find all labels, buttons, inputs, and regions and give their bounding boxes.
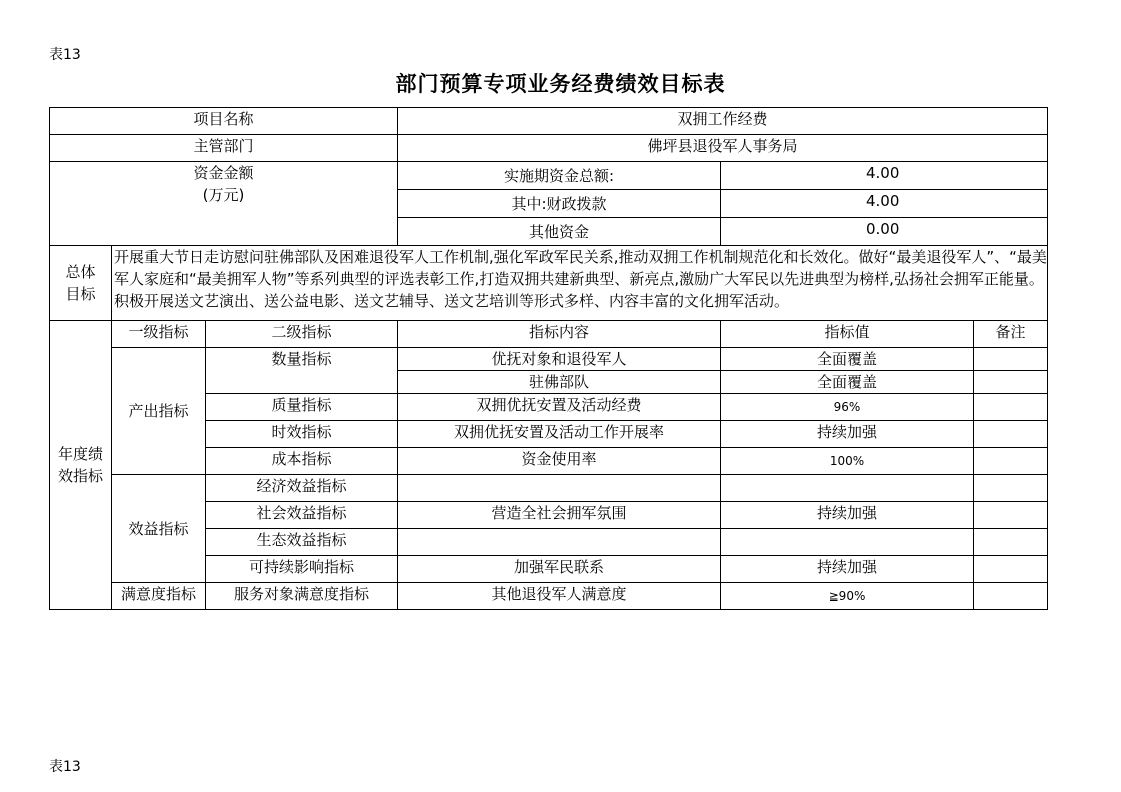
note-cell [974, 371, 1048, 394]
value-cell: 96% [721, 394, 974, 421]
level2-cell: 服务对象满意度指标 [206, 583, 398, 610]
fiscal-fund-value: 4.00 [721, 190, 1048, 218]
content-cell: 驻佛部队 [398, 371, 721, 394]
project-name-value: 双拥工作经费 [398, 108, 1048, 135]
value-cell: 全面覆盖 [721, 348, 974, 371]
content-cell: 加强军民联系 [398, 556, 721, 583]
content-cell: 其他退役军人满意度 [398, 583, 721, 610]
value-cell: 100% [721, 448, 974, 475]
annual-indicator-label-line2: 效指标 [57, 467, 103, 485]
other-fund-value: 0.00 [721, 218, 1048, 246]
overall-goal-text: 开展重大节日走访慰问驻佛部队及困难退役军人工作机制,强化军政军民关系,推动双拥工作机制规范化和长效化。做好“最美退役军人”、“最美军人家庭和“最美拥军人物”等系列典型的评选表彰工作,打造双拥共建新典型、新亮点,激励广大军民以先进典型为榜样,弘扬社会拥军正能量。积极开展送文艺演出、送公益电影、送文艺辅导、送文艺培训等形式多样、内容丰富的文化拥军活动。 [112, 246, 1048, 321]
benefit-indicator-label: 效益指标 [112, 475, 206, 583]
level2-cell: 时效指标 [206, 421, 398, 448]
level2-cell: 社会效益指标 [206, 502, 398, 529]
project-name-label: 项目名称 [50, 108, 398, 135]
content-cell: 资金使用率 [398, 448, 721, 475]
note-cell [974, 475, 1048, 502]
header-value: 指标值 [721, 321, 974, 348]
level2-cell: 可持续影响指标 [206, 556, 398, 583]
note-cell [974, 529, 1048, 556]
indicator-row [50, 475, 1048, 502]
content-cell [398, 475, 721, 502]
content-cell: 双拥优抚安置及活动经费 [398, 394, 721, 421]
overall-goal-label [50, 246, 112, 321]
annual-indicator-label-line1: 年度绩 [57, 445, 103, 463]
department-value: 佛坪县退役军人事务局 [398, 135, 1048, 162]
overall-goal-row [50, 246, 1048, 321]
fund-amount-label-line2: (万元) [202, 186, 245, 204]
header-level2: 二级指标 [206, 321, 398, 348]
fund-total-row [50, 162, 1048, 190]
value-cell: 持续加强 [721, 556, 974, 583]
value-cell [721, 475, 974, 502]
value-cell: 持续加强 [721, 502, 974, 529]
value-cell: 全面覆盖 [721, 371, 974, 394]
note-cell [974, 583, 1048, 610]
other-fund-label: 其他资金 [398, 218, 721, 246]
value-cell [721, 529, 974, 556]
fund-amount-label-line1: 资金金额 [193, 164, 254, 182]
level2-cell: 经济效益指标 [206, 475, 398, 502]
level2-cell: 数量指标 [206, 348, 398, 394]
total-fund-value: 4.00 [721, 162, 1048, 190]
content-cell: 双拥优抚安置及活动工作开展率 [398, 421, 721, 448]
performance-target-table [49, 107, 1048, 610]
note-cell [974, 394, 1048, 421]
output-indicator-label: 产出指标 [112, 348, 206, 475]
value-cell: ≧90% [721, 583, 974, 610]
page-title: 部门预算专项业务经费绩效目标表 [395, 71, 726, 96]
content-cell [398, 529, 721, 556]
indicator-row [50, 348, 1048, 371]
satisfaction-indicator-label: 满意度指标 [112, 583, 206, 610]
department-row [50, 135, 1048, 162]
annual-indicator-label [50, 321, 112, 610]
note-cell [974, 502, 1048, 529]
department-label: 主管部门 [50, 135, 398, 162]
header-note: 备注 [974, 321, 1048, 348]
level2-cell: 成本指标 [206, 448, 398, 475]
header-level1: 一级指标 [112, 321, 206, 348]
level2-cell: 质量指标 [206, 394, 398, 421]
content-cell: 营造全社会拥军氛围 [398, 502, 721, 529]
note-cell [974, 348, 1048, 371]
header-content: 指标内容 [398, 321, 721, 348]
note-cell [974, 448, 1048, 475]
value-cell: 持续加强 [721, 421, 974, 448]
table-number-label-bottom: 表13 [49, 759, 81, 775]
indicator-header-row [50, 321, 1048, 348]
fund-amount-label [50, 162, 398, 246]
total-fund-label: 实施期资金总额: [398, 162, 721, 190]
table-number-label: 表13 [49, 47, 81, 63]
note-cell [974, 421, 1048, 448]
overall-goal-label-line1: 总体 [65, 263, 96, 281]
level2-cell: 生态效益指标 [206, 529, 398, 556]
indicator-row [50, 583, 1048, 610]
note-cell [974, 556, 1048, 583]
overall-goal-label-line2: 目标 [65, 285, 96, 303]
content-cell: 优抚对象和退役军人 [398, 348, 721, 371]
fiscal-fund-label: 其中:财政拨款 [398, 190, 721, 218]
project-name-row [50, 108, 1048, 135]
